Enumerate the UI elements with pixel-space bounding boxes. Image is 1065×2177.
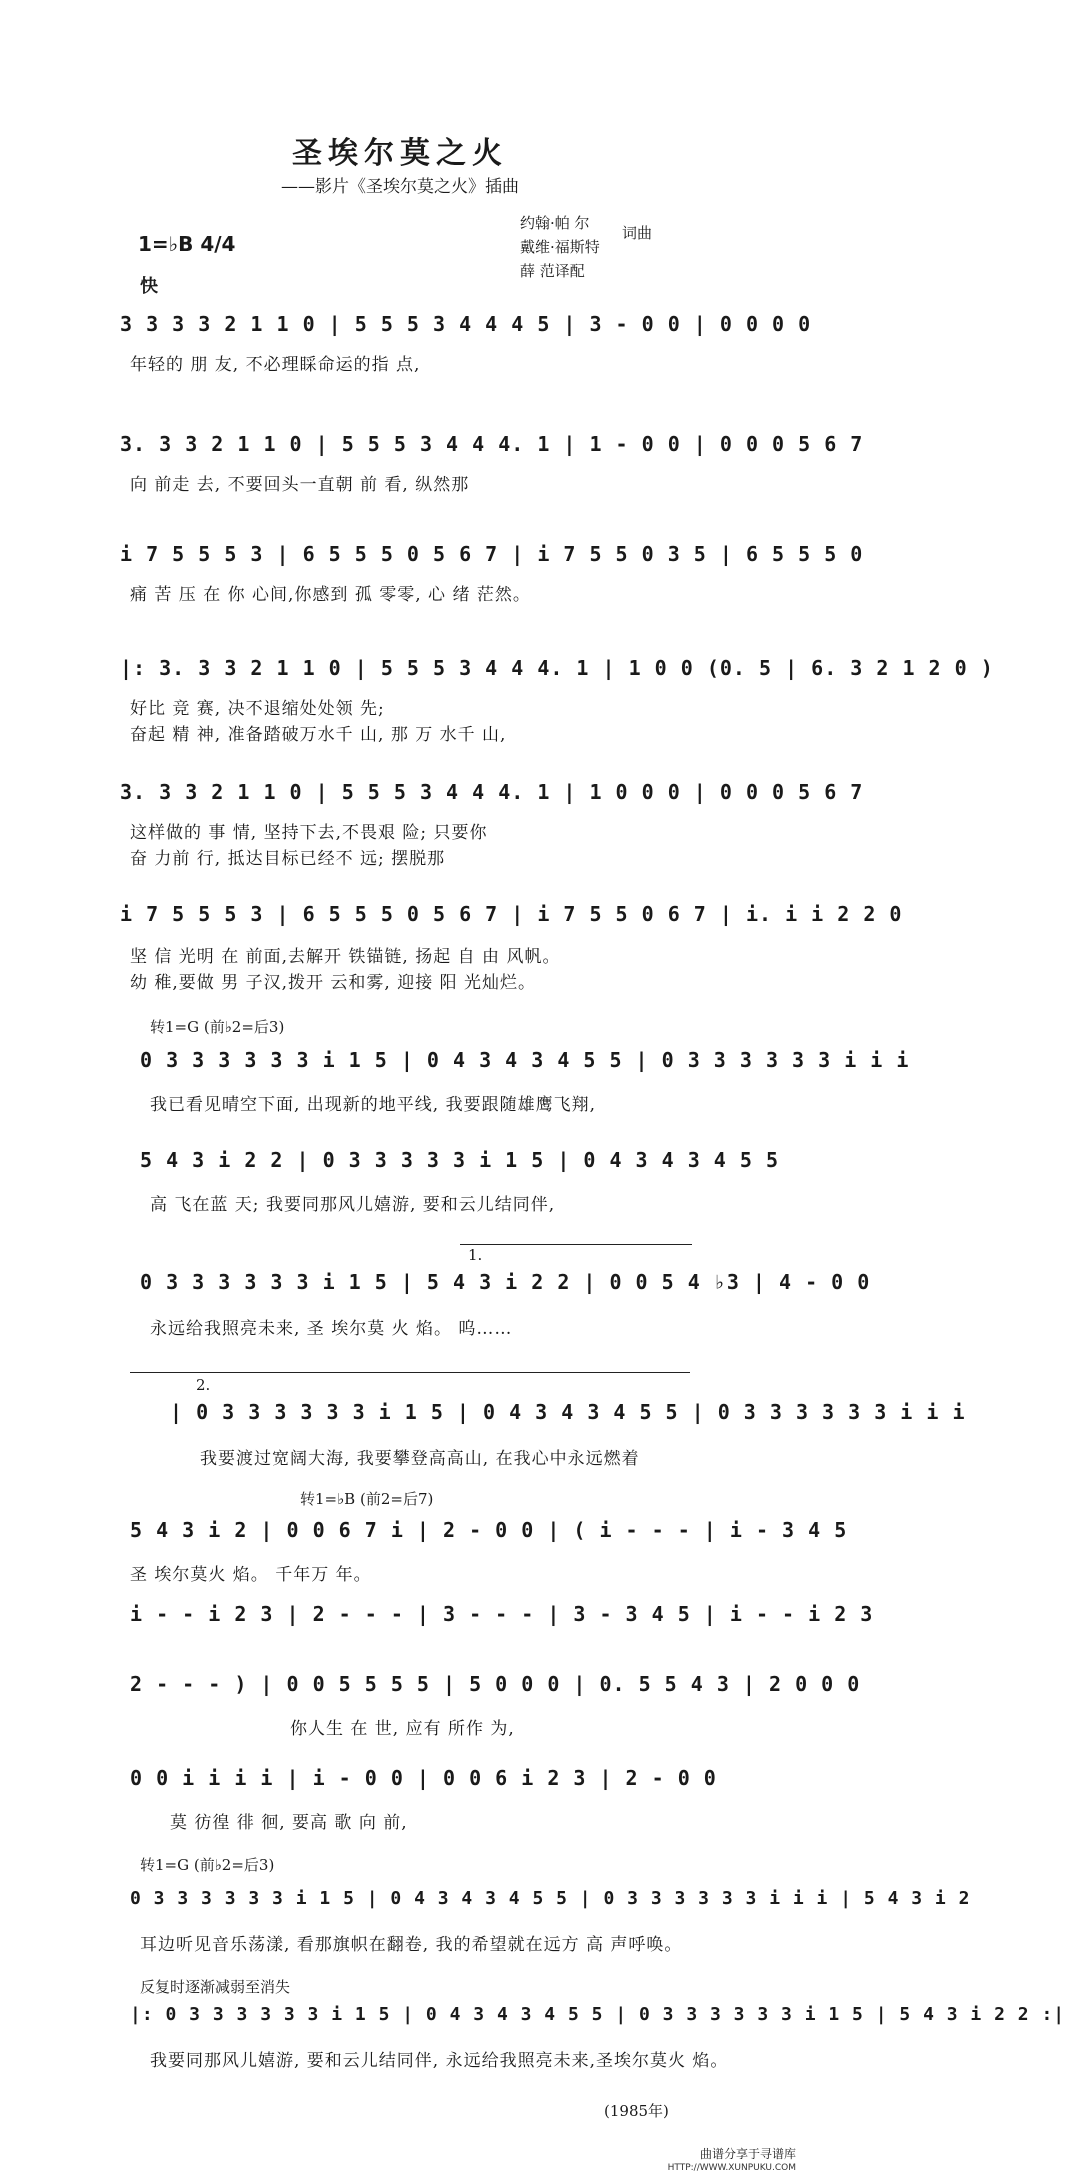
score-line: 5 4 3 i 2 | 0 0 6 7 i | 2 - 0 0 | ( i - - - | i - 3 4 5: [130, 1518, 848, 1542]
key-change-label: 转1=G (前♭2=后3): [140, 1856, 275, 1874]
lyric-line: 我要渡过宽阔大海, 我要攀登高高山, 在我心中永远燃着: [200, 1449, 640, 1469]
credit-translator: 薛 范译配: [520, 262, 585, 280]
lyric-line: 向 前走 去, 不要回头一直朝 前 看, 纵然那: [130, 475, 470, 495]
tempo-marking: 快: [140, 276, 158, 297]
volta-bracket: [460, 1244, 692, 1245]
lyric-line: 幼 稚,要做 男 子汉,拨开 云和雾, 迎接 阳 光灿烂。: [130, 973, 537, 993]
watermark-url: HTTP://WWW.XUNPUKU.COM: [667, 2163, 796, 2173]
key-signature: 1=♭B 4/4: [138, 232, 236, 256]
score-line: i 7 5 5 5 3 | 6 5 5 5 0 5 6 7 | i 7 5 5 0 3 5 | 6 5 5 5 0: [120, 542, 864, 566]
credit-composer-2: 戴维·福斯特: [520, 238, 600, 256]
volta-bracket: [130, 1372, 690, 1373]
page-title: 圣埃尔莫之火: [292, 136, 508, 171]
lyric-line: 你人生 在 世, 应有 所作 为,: [290, 1719, 515, 1739]
year-note: (1985年): [604, 2102, 669, 2120]
volta-1-label: 1.: [468, 1246, 483, 1264]
score-line: |: 3. 3 3 2 1 1 0 | 5 5 5 3 4 4 4. 1 | 1 0 0 (0. 5 | 6. 3 2 1 2 0 ): [120, 656, 994, 680]
lyric-line: 好比 竞 赛, 决不退缩处处领 先;: [130, 699, 385, 719]
page-subtitle: ——影片《圣埃尔莫之火》插曲: [281, 177, 519, 197]
score-line: i - - i 2 3 | 2 - - - | 3 - - - | 3 - 3 4 5 | i - - i 2 3: [130, 1602, 874, 1626]
lyric-line: 痛 苦 压 在 你 心间,你感到 孤 零零, 心 绪 茫然。: [130, 585, 531, 605]
watermark-text: 曲谱分享于寻谱库: [699, 2147, 796, 2161]
repeat-instruction: 反复时逐渐减弱至消失: [140, 1978, 291, 1996]
score-line: 5 4 3 i 2 2 | 0 3 3 3 3 3 i 1 5 | 0 4 3 4 3 4 5 5: [140, 1148, 780, 1172]
lyric-line: 坚 信 光明 在 前面,去解开 铁锚链, 扬起 自 由 风帆。: [130, 947, 561, 967]
credit-role: 词曲: [622, 224, 653, 242]
score-line: 0 3 3 3 3 3 3 i 1 5 | 0 4 3 4 3 4 5 5 | 0 3 3 3 3 3 3 i i i: [140, 1048, 910, 1072]
lyric-line: 圣 埃尔莫火 焰。 千年万 年。: [130, 1565, 372, 1585]
credit-composer-1: 约翰·帕 尔: [520, 214, 590, 232]
lyric-line: 莫 彷徨 徘 徊, 要高 歌 向 前,: [170, 1813, 408, 1833]
score-line: 2 - - - ) | 0 0 5 5 5 5 | 5 0 0 0 | 0. 5 5 4 3 | 2 0 0 0: [130, 1672, 861, 1696]
score-line: 0 3 3 3 3 3 3 i 1 5 | 0 4 3 4 3 4 5 5 | 0 3 3 3 3 3 3 i i i | 5 4 3 i 2: [130, 1888, 971, 1909]
score-line: 3. 3 3 2 1 1 0 | 5 5 5 3 4 4 4. 1 | 1 0 0 0 | 0 0 0 5 6 7: [120, 780, 864, 804]
lyric-line: 我要同那风儿嬉游, 要和云儿结同伴, 永远给我照亮未来,圣埃尔莫火 焰。: [150, 2051, 729, 2071]
key-change-label: 转1=♭B (前2=后7): [300, 1490, 434, 1508]
score-line: 0 3 3 3 3 3 3 i 1 5 | 5 4 3 i 2 2 | 0 0 5 4 ♭3 | 4 - 0 0: [140, 1270, 871, 1294]
lyric-line: 永远给我照亮未来, 圣 埃尔莫 火 焰。 呜……: [150, 1319, 513, 1339]
lyric-line: 耳边听见音乐荡漾, 看那旗帜在翻卷, 我的希望就在远方 高 声呼唤。: [140, 1935, 683, 1955]
key-change-label: 转1=G (前♭2=后3): [150, 1018, 285, 1036]
watermark: [668, 2147, 796, 2175]
lyric-line: 我已看见晴空下面, 出现新的地平线, 我要跟随雄鹰飞翔,: [150, 1095, 597, 1115]
score-line: 3. 3 3 2 1 1 0 | 5 5 5 3 4 4 4. 1 | 1 - 0 0 | 0 0 0 5 6 7: [120, 432, 864, 456]
lyric-line: 奋 力前 行, 抵达目标已经不 远; 摆脱那: [130, 849, 446, 869]
score-line: 0 0 i i i i | i - 0 0 | 0 0 6 i 2 3 | 2 - 0 0: [130, 1766, 717, 1790]
lyric-line: 高 飞在蓝 天; 我要同那风儿嬉游, 要和云儿结同伴,: [150, 1195, 556, 1215]
score-line: |: 0 3 3 3 3 3 3 i 1 5 | 0 4 3 4 3 4 5 5 | 0 3 3 3 3 3 3 i 1 5 | 5 4 3 i 2 2 :|: [130, 2004, 1065, 2025]
volta-2-label: 2.: [196, 1376, 211, 1394]
lyric-line: 奋起 精 神, 准备踏破万水千 山, 那 万 水千 山,: [130, 725, 507, 745]
score-line: | 0 3 3 3 3 3 3 i 1 5 | 0 4 3 4 3 4 5 5 | 0 3 3 3 3 3 3 i i i: [170, 1400, 966, 1424]
lyric-line: 年轻的 朋 友, 不必理睬命运的指 点,: [130, 355, 421, 375]
lyric-line: 这样做的 事 情, 坚持下去,不畏艰 险; 只要你: [130, 823, 488, 843]
score-line: i 7 5 5 5 3 | 6 5 5 5 0 5 6 7 | i 7 5 5 0 6 7 | i. i i 2 2 0: [120, 902, 903, 926]
score-line: 3 3 3 3 2 1 1 0 | 5 5 5 3 4 4 4 5 | 3 - 0 0 | 0 0 0 0: [120, 312, 812, 336]
